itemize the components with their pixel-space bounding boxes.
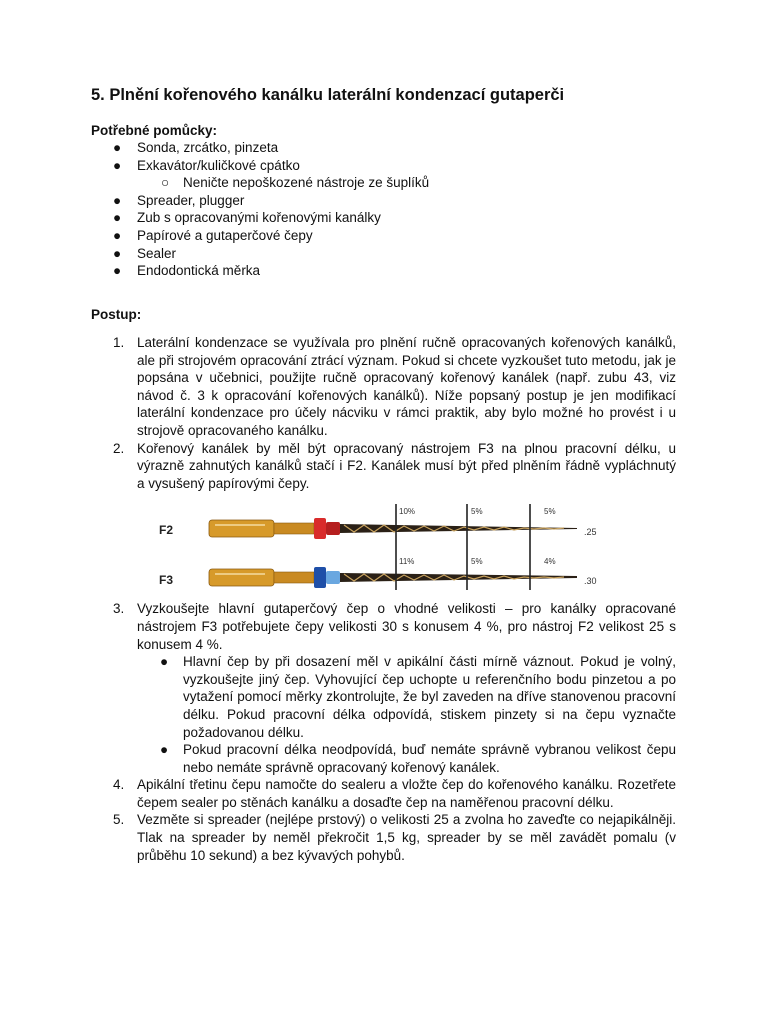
list-item	[113, 139, 429, 157]
step-item	[113, 334, 676, 440]
tools-heading: Potřebné pomůcky:	[91, 123, 218, 138]
f2-neck	[274, 523, 314, 534]
f3-neck	[274, 572, 314, 583]
bullet-icon: ●	[113, 245, 122, 261]
list-item-text: Endodontická měrka	[137, 263, 261, 279]
instrument-figure	[159, 504, 609, 592]
bullet-icon: ●	[160, 654, 169, 670]
list-item-text: Sealer	[137, 245, 177, 261]
list-item-text: Papírové a gutaperčové čepy	[137, 227, 313, 243]
f3-taper-1: 11%	[399, 557, 415, 567]
f3-ring-base	[326, 571, 340, 584]
f2-ring-base	[326, 522, 340, 535]
list-item	[113, 227, 429, 245]
f2-taper-2: 5%	[471, 507, 483, 517]
step-number: 4.	[113, 777, 125, 793]
list-item-text: Zub s opracovanými kořenovými kanálky	[137, 210, 381, 226]
f2-size-label: .25	[584, 527, 597, 538]
f2-handle-shine	[215, 524, 265, 526]
list-item-text: Sonda, zrcátko, pinzeta	[137, 140, 279, 155]
step-text: Laterální kondenzace se využívala pro plnění ručně opracovaných kořenových kanálků, ale při strojovém opracování ztrácí význam. Pokud si chcete vyzkoušet tuto metodu, jak je popsána v učebnici, použijte ručně opracovaný kořenový kanálek (např. zubu 43, viz návod č. 3 k opracování kořenových kanálků). Níže popsaný postup je jen modifikací laterální kondenzace pro účely nácviku v rámci praktik, aby bylo možné ho provést i u strojově opracovaného kanálku.	[137, 335, 676, 438]
f2-label: F2	[159, 523, 174, 538]
bullet-icon: ●	[113, 140, 122, 155]
file-illustration	[159, 504, 609, 592]
step-subitem	[160, 741, 676, 776]
step-item	[113, 776, 676, 811]
step-text: Vezměte si spreader (nejlépe prstový) o velikosti 25 a zvolna ho zaveďte co nejapikálněji. Tlak na spreader by neměl překročit 1,5 kg, spreader by se měl zavádět pomalu (v průběhu 10 sekund) a bez kývavých pohybů.	[137, 812, 676, 863]
step-subitem-text: Hlavní čep by při dosazení měl v apikální části mírně váznout. Pokud je volný, vyzkoušejte jiný čep. Vyhovující čep uchopte u referenčního bodu pinzetou a po vytažení pomocí měrky zkontrolujte, že byl zaveden na dříve stanovenou pracovní délku. Pokud pracovní délka odpovídá, stiskem pinzety si na čepu vyznačte požadovanou délku.	[183, 654, 676, 740]
step-subitem-text: Pokud pracovní délka neodpovídá, buď nemáte správně vybranou velikost čepu nebo nemáte správně opracovaný kořenový kanálek.	[183, 742, 676, 775]
step-item	[113, 600, 676, 776]
list-item	[113, 245, 429, 263]
f2-taper-1: 10%	[399, 507, 416, 517]
step-item	[113, 440, 676, 593]
list-item	[113, 192, 429, 210]
step-number: 5.	[113, 812, 125, 828]
list-item-text: Neničte nepoškozené nástroje ze šuplíků	[183, 175, 430, 191]
step-subitem	[160, 653, 676, 741]
f3-taper-2: 5%	[471, 557, 483, 567]
bullet-icon: ●	[113, 210, 122, 226]
step-text: Apikální třetinu čepu namočte do sealeru a vložte čep do kořenového kanálku. Rozetřete čepem sealer po stěnách kanálku a dosaďte čep na naměřenou pracovní délku.	[137, 777, 676, 810]
f2-taper-3: 5%	[544, 507, 556, 517]
procedure-steps	[113, 334, 676, 864]
step-number: 1.	[113, 335, 125, 350]
step-text: Kořenový kanálek by měl být opracovaný nástrojem F3 na plnou pracovní délku, u výrazně zahnutých kanálků stačí i F2. Kanálek musí být před plněním řádně vypláchnutý a vysušený papírovými čepy.	[137, 440, 676, 491]
bullet-icon: ●	[113, 227, 122, 243]
page-title: 5. Plnění kořenového kanálku laterální kondenzací gutaperči	[91, 86, 565, 104]
step-item	[113, 811, 676, 864]
procedure-heading: Postup:	[91, 307, 142, 322]
step-text: Vyzkoušejte hlavní gutaperčový čep o vhodné velikosti – pro kanálky opracované nástrojem F3 potřebujete čepy velikosti 30 s konusem 4 %, pro nástroj F2 velikost 25 s konusem 4 %.	[137, 601, 676, 652]
f3-size-label: .30	[584, 576, 597, 587]
bullet-icon: ●	[113, 157, 122, 173]
f3-handle-shine	[215, 573, 265, 575]
f2-ring	[314, 518, 326, 539]
step-number: 2.	[113, 440, 125, 456]
list-item	[113, 262, 429, 280]
list-subitem	[113, 174, 429, 192]
tools-list	[113, 139, 429, 280]
hollow-bullet-icon: ○	[161, 175, 170, 191]
list-item-text: Exkavátor/kuličkové cpátko	[137, 157, 300, 173]
list-item	[113, 209, 429, 227]
list-item	[113, 157, 429, 175]
step-subitems	[137, 653, 676, 776]
bullet-icon: ●	[160, 742, 169, 758]
f3-label: F3	[159, 573, 174, 588]
step-number: 3.	[113, 601, 125, 617]
bullet-icon: ●	[113, 263, 122, 279]
f3-handle	[209, 569, 274, 586]
bullet-icon: ●	[113, 192, 122, 208]
f2-handle	[209, 520, 274, 537]
f3-taper-3: 4%	[544, 557, 556, 567]
f3-ring	[314, 567, 326, 588]
list-item-text: Spreader, plugger	[137, 192, 245, 208]
